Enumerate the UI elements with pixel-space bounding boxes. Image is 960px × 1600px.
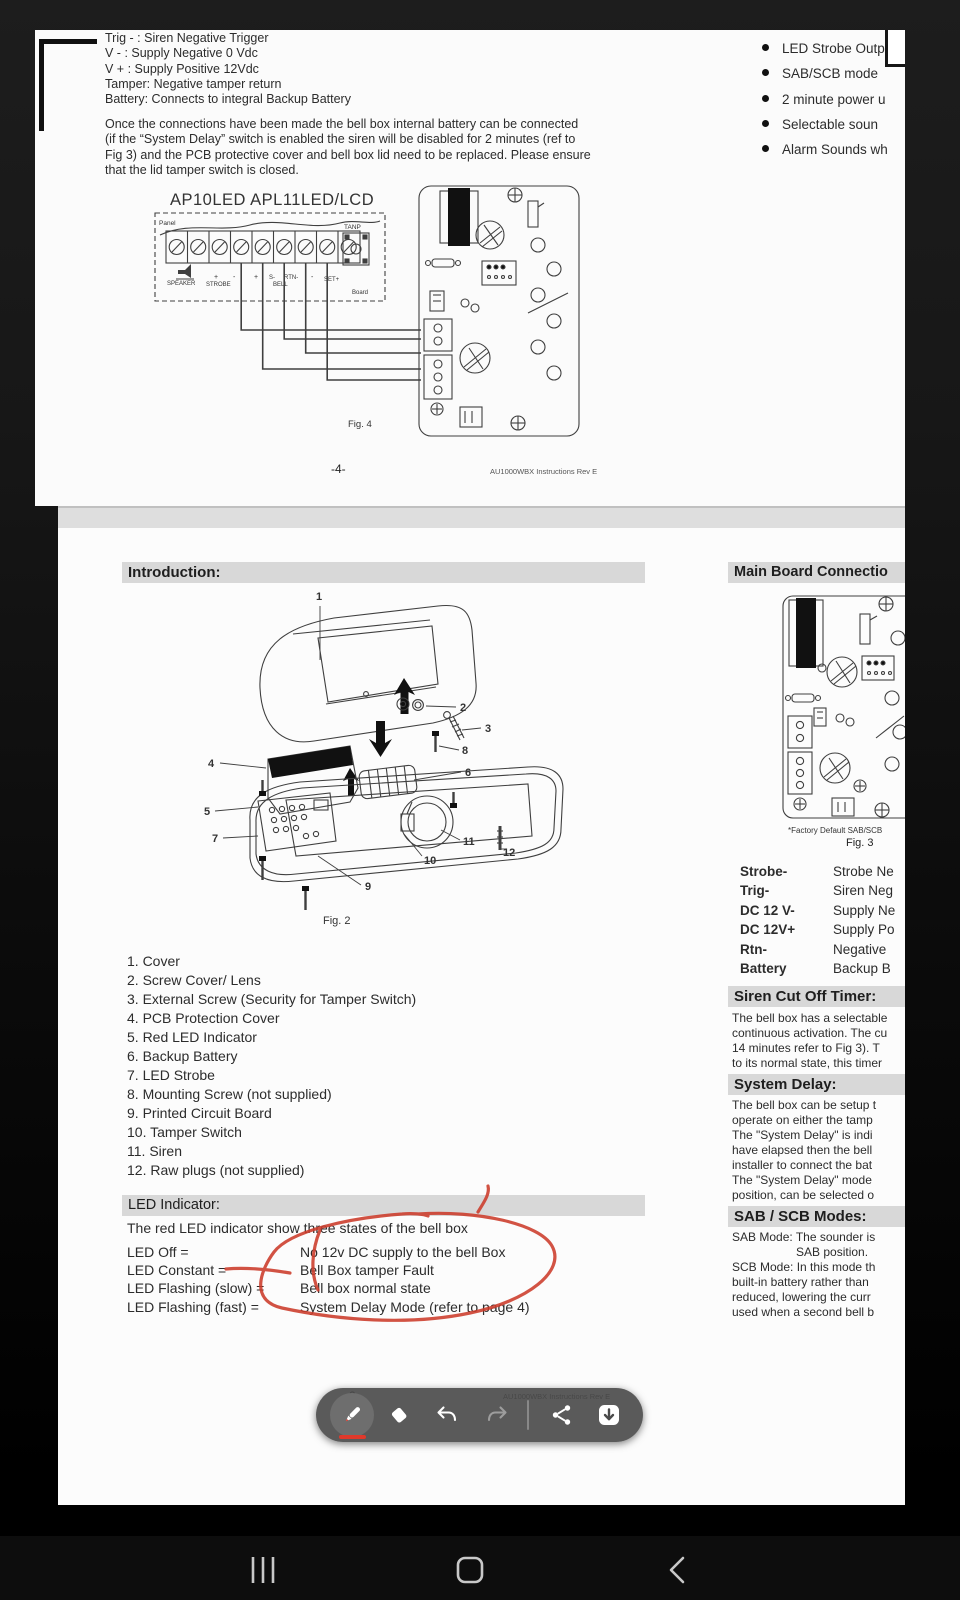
pen-tool-button[interactable]: [330, 1388, 374, 1442]
body-paragraph: Once the connections have been made the bell box internal battery can be connected (if the “System Delay” switch is enabled the siren will be disabled for 2 minutes (ref to Fig 3) and the PCB protective cover and bell box lid need to be replaced. Please ensure that the lid tamper switch is closed.: [105, 117, 591, 177]
led-state-value: Bell Box tamper Fault: [300, 1262, 434, 1279]
terminal-line: Battery: Connects to integral Backup Battery: [105, 92, 351, 107]
svg-text:-: -: [311, 274, 314, 281]
pcb-components: [424, 188, 568, 430]
bullet-icon: [762, 145, 769, 152]
led-state-label: LED Off =: [127, 1244, 189, 1260]
bullet-icon: [762, 95, 769, 102]
svg-text:RTN-: RTN-: [284, 275, 299, 281]
page-divider: [58, 506, 905, 528]
feature-item: SAB/SCB mode: [782, 66, 879, 82]
fig4-wiring-diagram: [130, 173, 630, 448]
fig3-pcb-diagram: [780, 588, 905, 826]
feature-item: 2 minute power u: [782, 91, 886, 107]
redo-button[interactable]: [485, 1388, 509, 1442]
home-icon: [445, 1550, 495, 1590]
speaker-icon: [176, 264, 194, 279]
feature-item: Selectable soun: [782, 116, 879, 132]
recents-button[interactable]: [238, 1550, 288, 1590]
svg-text:10: 10: [424, 855, 437, 867]
feature-list: [762, 41, 905, 167]
back-icon: [652, 1550, 702, 1590]
share-icon: [550, 1403, 574, 1427]
svg-text:4: 4: [208, 758, 215, 770]
download-button[interactable]: [596, 1388, 622, 1442]
bullet-icon: [762, 69, 769, 76]
android-nav-bar: [0, 1536, 960, 1600]
svg-text:+: +: [214, 274, 219, 281]
svg-text:-: -: [233, 274, 236, 281]
svg-text:S-: S-: [269, 275, 275, 281]
home-button[interactable]: [445, 1550, 495, 1590]
fig4-caption: Fig. 4: [348, 419, 372, 430]
system-delay-text: The bell box can be setup t operate on either the tamp The "System Delay" is indi have elapsed then the bell installer to connect the bat The "System Delay" mode position, can be selected o: [732, 1098, 877, 1202]
fig4-title: AP10LED APL11LED/LCD: [170, 191, 375, 209]
section-heading-siren-cutoff: Siren Cut Off Timer:: [728, 986, 905, 1007]
feature-item: Alarm Sounds wh: [782, 142, 888, 158]
svg-text:5: 5: [204, 806, 211, 818]
svg-text:Board: Board: [352, 290, 369, 296]
fig3-caption: Fig. 3: [846, 837, 874, 849]
feature-item: LED Strobe Outp: [782, 41, 885, 56]
svg-text:STROBE: STROBE: [206, 282, 231, 288]
bullet-icon: [762, 44, 769, 51]
section-heading-main-board: Main Board Connectio: [728, 562, 905, 583]
led-state-label: LED Flashing (fast) =: [127, 1298, 259, 1315]
terminal-line: Trig - : Siren Negative Trigger: [105, 31, 269, 45]
svg-text:7: 7: [212, 833, 219, 845]
siren-cutoff-text: The bell box has a selectable continuous activation. The cu 14 minutes refer to Fig 3). T to its normal state, this timer: [732, 1011, 888, 1070]
pdf-page-4[interactable]: [35, 30, 905, 506]
svg-text:8: 8: [462, 745, 469, 757]
active-tool-indicator: [339, 1435, 366, 1439]
svg-text:SPEAKER: SPEAKER: [167, 281, 196, 287]
svg-text:+: +: [254, 274, 259, 281]
terminal-line: V - : Supply Negative 0 Vdc: [105, 46, 258, 61]
section-heading-sab-scb: SAB / SCB Modes:: [728, 1206, 905, 1227]
fig2-caption: Fig. 2: [323, 915, 351, 927]
toolbar-divider: [527, 1400, 529, 1430]
doc-footer: AU1000WBX Instructions Rev E: [490, 467, 598, 476]
eraser-tool-button[interactable]: [387, 1388, 411, 1442]
share-button[interactable]: [550, 1388, 574, 1442]
scan-border-mark: [39, 39, 44, 131]
sab-scb-text: SAB Mode: The sounder is SAB position. SCB Mode: In this mode th built-in battery rather than reduced, lowering the curr used when a second bell b: [732, 1230, 876, 1319]
bullet-icon: [762, 120, 769, 127]
undo-button[interactable]: [435, 1388, 459, 1442]
pen-icon: [340, 1403, 364, 1427]
pdf-page-2[interactable]: [58, 528, 905, 1505]
annotation-toolbar: [316, 1388, 643, 1442]
svg-text:Panel: Panel: [159, 220, 176, 227]
section-heading-introduction: Introduction:: [122, 562, 645, 583]
led-state-value: No 12v DC supply to the bell Box: [300, 1244, 506, 1260]
terminal-descriptions: [105, 31, 351, 107]
page-number: -4-: [331, 462, 346, 476]
led-state-table: [127, 1243, 530, 1316]
led-state-label: LED Flashing (slow) =: [127, 1280, 265, 1297]
svg-text:2: 2: [460, 702, 467, 714]
led-state-label: LED Constant =: [127, 1262, 227, 1279]
svg-text:1: 1: [316, 591, 323, 603]
fig2-exploded-diagram: [198, 588, 618, 936]
terminal-line: V + : Supply Positive 12Vdc: [105, 61, 259, 76]
svg-text:11: 11: [463, 836, 475, 848]
svg-text:BELL: BELL: [273, 282, 288, 288]
undo-icon: [435, 1403, 459, 1427]
svg-text:12: 12: [503, 847, 516, 859]
eraser-icon: [387, 1403, 411, 1427]
svg-text:SET+: SET+: [324, 277, 340, 283]
parts-list: 1. Cover 2. Screw Cover/ Lens 3. External Screw (Security for Tamper Switch) 4. PCB Protection Cover 5. Red LED Indicator 6. Backup Battery 7. LED Strobe 8. Mounting Screw (not supplied) 9. Printed Circuit Board 10. Tamper Switch 11. Siren 12. Raw plugs (not supplied): [127, 953, 417, 1178]
svg-text:3: 3: [485, 723, 492, 735]
svg-text:6: 6: [465, 767, 472, 779]
svg-text:TANP: TANP: [344, 224, 361, 231]
terminal-line: Tamper: Negative tamper return: [105, 76, 282, 91]
led-state-value: System Delay Mode (refer to page 4): [300, 1298, 530, 1315]
factory-default-note: *Factory Default SAB/SCB: [788, 826, 883, 835]
recents-icon: [238, 1550, 288, 1590]
led-intro-line: The red LED indicator show three states of the bell box: [127, 1220, 468, 1236]
led-state-value: Bell box normal state: [300, 1280, 431, 1297]
back-button[interactable]: [652, 1550, 702, 1590]
svg-text:9: 9: [365, 881, 372, 893]
section-heading-system-delay: System Delay:: [728, 1074, 905, 1095]
scan-border-mark: [39, 39, 97, 44]
section-heading-led-indicator: LED Indicator:: [122, 1195, 645, 1216]
redo-icon: [485, 1403, 509, 1427]
download-icon: [596, 1402, 622, 1428]
connection-table: Strobe- Strobe Ne Trig- Siren Neg DC 12 V- Supply Ne DC 12V+ Supply Po Rtn- Negative Battery Backup B: [740, 864, 896, 976]
